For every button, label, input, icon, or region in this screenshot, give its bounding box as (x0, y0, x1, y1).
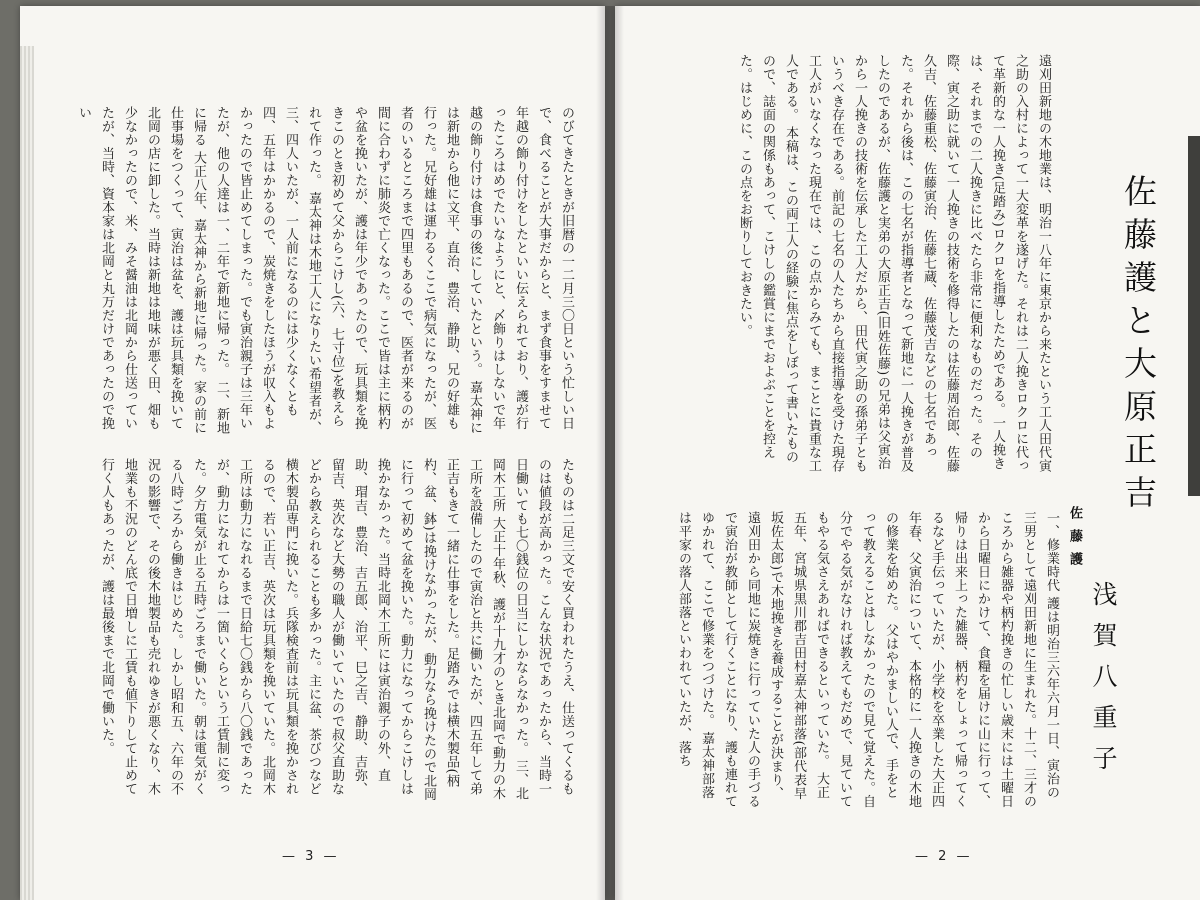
page-number-3: — 3 — (282, 849, 340, 864)
article-title: 佐藤護と大原正吉 (1119, 174, 1158, 518)
left-upper-text: のびてきたときが旧暦の一二月三〇日という忙しい日で、食べることが大事だからと、まず食事をすませて年越の飾り付けをしたといい伝えられており、護が行ったころはめでたいなようにと、〆飾りはしないで年越の飾り付けは食事の後にしていたという。 嘉太神には新地から他に文平、直治、豊治、静助、兄の好雄も行った。兄好雄は運わるくここで病気になったが、医者のいるところまで四里もあるので、医者が来るのが間に合わずに肺炎で亡くなった。ここで皆は主に柄杓や盆を挽いたが、護は年少であったので、玩具類を挽きこのとき初めて父からこけし(六、七寸位)を教えられて作った。 嘉太神は木地工人になりたい希望者が、三、四人いたが、一人前になるのには少くなくとも四、五年はかかるので、炭焼きをしたほうが収入もよかったので皆止めてしまった。でも寅治親子は三年いたが、他の人達は一、二年で新地に帰った。 二、新地に帰る 大正八年、嘉太神から新地に帰った。家の前に仕事場をつくって、寅治は盆を、護は玩具類を挽いて北岡の店に卸した。当時は新地は地味が悪く田、畑も少なかったので、米、みそ醤油は北岡から仕送っていたが、当時、資本家は北岡と丸万だけであったので挽い (76, 106, 574, 435)
page-edge-stack (20, 46, 34, 900)
binding-tab (1188, 136, 1200, 496)
left-lower-text: たものは二足三文で安く買われたうえ、仕送ってくるものは値段が高かった。こんな状況であったから、当時一日働いても七〇銭位の日当にしかならなかった。 三、北岡木工所 大正十年秋、護が十九才のとき北岡で動力の木工所を設備したので寅治と共に働いたが、四五年して弟正吉もきて一緒に仕事をした。足踏みでは横木製品(柄杓、盆、鉢)は挽けなかったが、動力なら挽けたので北岡に行って初めて盆を挽いた。動力になってからこけしは挽かなかった。当時北岡木工所には寅治親子の外、直助、瑁吉、豊治、吉五郎、治平、巳之吉、静助、吉弥、留吉、英次など大勢の職人が働いていたので叔父直助などから教えられることも多かった。主に盆、茶びつなど横木製品専門に挽いた。兵隊検査前は玩具類を挽かされるので、若い正吉、英次は玩具類を挽いていた。北岡木工所は動力になれるまで日給七〇銭から八〇銭であったが、動力になれてからは一箇いくらという工賃制に変った。夕方電気が止る五時ごろまで働いた。朝は電気がくる八時ごろから働きはじめた。しかし昭和五、六年の不況の影響で、その後木地製品も売れゆきが悪くなり、木地業も不況のどん底で日増しに工賃も値下りして止めて行く人もあったが、護は最後まで北岡で働いた。 (99, 458, 574, 802)
section-author: 佐藤護 (1067, 506, 1082, 575)
article-author: 浅賀八重子 (1089, 581, 1118, 786)
intro-text: 遠刈田新地の木地業は、明治一八年に東京から来たという工人田代寅之助の入村によって一大変革を遂げた。それは二人挽きロクロに代って革新的な一人挽き(足踏み)ロクロを指導したためである。一人挽きは、それまでの二人挽きに比べたら非常に便利なものだった。その際、寅之助に就いて一人挽きの技術を修得したのは佐藤周治郎、佐藤久吉、佐藤重松、佐藤寅治、佐藤七蔵、佐藤茂吉などの七名であった。それから後は、この七名が指導者となって新地に一人挽きが普及したのであるが、佐藤護と実弟の大原正吉(旧姓佐藤)の兄弟は父寅治から一人挽きの技術を伝承した工人だから、田代寅之助の孫弟子ともいうべき存在である。前記の七名の人たちから直接指導を受けた現存工人がいなくなった現在では、この点からみても、まことに貴重な工人である。 本稿は、この両工人の経験に焦点をしぼって書いたものので、誌面の関係もあって、こけしの鑑賞にまでおよぶことを控えた。はじめに、この点をお断りしておきたい。 (737, 54, 1051, 473)
page-number-2: — 2 — (915, 849, 973, 864)
left-page (20, 6, 605, 900)
book-gutter (596, 6, 624, 900)
section-1-text: 一、修業時代 護は明治三六年六月一日、寅治の三男として遠刈田新地に生まれた。十二、三才のころから雑器や柄杓挽きの忙しい歳末には土曜日から日曜日にかけて、食糧を届けに山に行って、帰りは出来上った雑器、柄杓をしょって帰ってくるなど手伝っていたが、小学校を卒業した大正四年春、父寅治について、本格的に一人挽きの木地の修業を始めた。 父はやかましい人で、手をとって教えることはしなかったので見て覚えた。自分でやる気がなければ教えてもだめで、見ていてもやる気さえあればできるといっていた。 大正五年、宮城県黒川郡吉田村嘉太神部落(部代表早坂佐太郎)で木地挽きを養成することが決まり、遠刈田から同地に炭焼きに行っていた人の手づるで寅治が教師として行くことになり、護も連れてゆかれて、ここで修業をつづけた。 嘉太神部落は平家の落人部落といわれていたが、落ち (676, 511, 1059, 808)
right-page (615, 6, 1200, 900)
